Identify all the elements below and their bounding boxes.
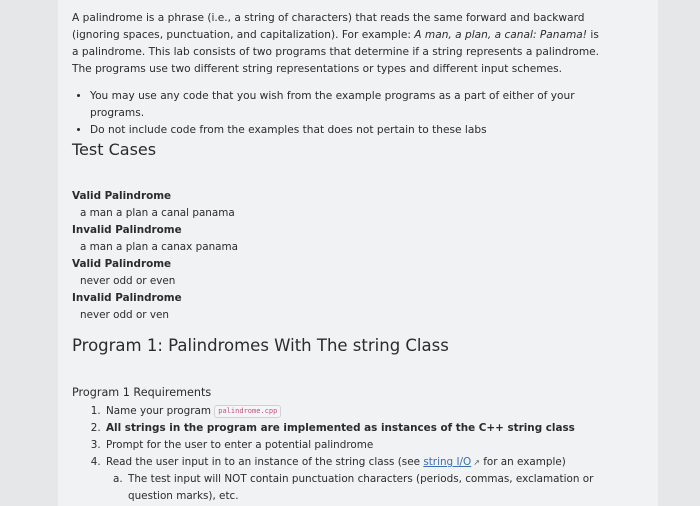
test-case-label: Invalid Palindrome [72, 224, 182, 236]
test-case-label: Invalid Palindrome [72, 292, 182, 304]
intro-example: A man, a plan, a canal: Panama! [414, 29, 588, 41]
requirement-item [104, 437, 624, 454]
program1-heading: Program 1: Palindromes With The string Class [72, 336, 449, 355]
intro-text-end: is a palindrome. This lab consists of two programs that determine if a string represents a palindrome. The programs use two different string representations or types and different input schemes. [72, 29, 600, 75]
list-item: • You may use any code that you wish from the example programs as a part of either of your programs. [90, 88, 604, 122]
test-case-label: Valid Palindrome [72, 258, 172, 270]
external-link-icon: ↗ [473, 458, 480, 467]
requirements-list [72, 403, 624, 505]
requirement-item [104, 454, 624, 505]
test-cases-list [72, 188, 238, 324]
string-io-link[interactable]: string I/O [423, 456, 472, 468]
requirement-text: for an example) [479, 456, 566, 468]
requirement-text: Prompt for the user to enter a potential palindrome [106, 439, 374, 451]
test-case-value: never odd or ven [80, 309, 170, 321]
requirement-item [104, 403, 624, 420]
requirement-item [104, 420, 624, 437]
notes-list [72, 88, 604, 139]
document-page [58, 0, 658, 506]
intro-text-start: A palindrome is a phrase (i.e., a string of characters) that reads the same forward and backward (ignoring spaces, punctuation, and capitalization). For example: [72, 12, 585, 41]
requirement-text: Name your program [106, 405, 215, 417]
filename-code: palindrome.cpp [214, 405, 281, 418]
intro-paragraph [72, 10, 604, 78]
test-cases-heading: Test Cases [72, 140, 157, 159]
requirement-text: All strings in the program are implemented as instances of the C++ string class [106, 422, 575, 434]
test-case-value: a man a plan a canal panama [80, 207, 235, 219]
test-case-value: never odd or even [80, 275, 176, 287]
document-content [72, 10, 604, 502]
requirements-title: Program 1 Requirements [72, 386, 212, 399]
sub-requirement-item: a. The test input will NOT contain punctuation characters (periods, commas, exclamation or question marks), etc. [126, 471, 624, 505]
test-case-value: a man a plan a canax panama [80, 241, 239, 253]
requirement-text: Read the user input in to an instance of the string class (see [106, 456, 424, 468]
sub-requirements-list [106, 471, 624, 505]
list-item: • Do not include code from the examples that does not pertain to these labs [90, 122, 604, 139]
test-case-label: Valid Palindrome [72, 190, 172, 202]
